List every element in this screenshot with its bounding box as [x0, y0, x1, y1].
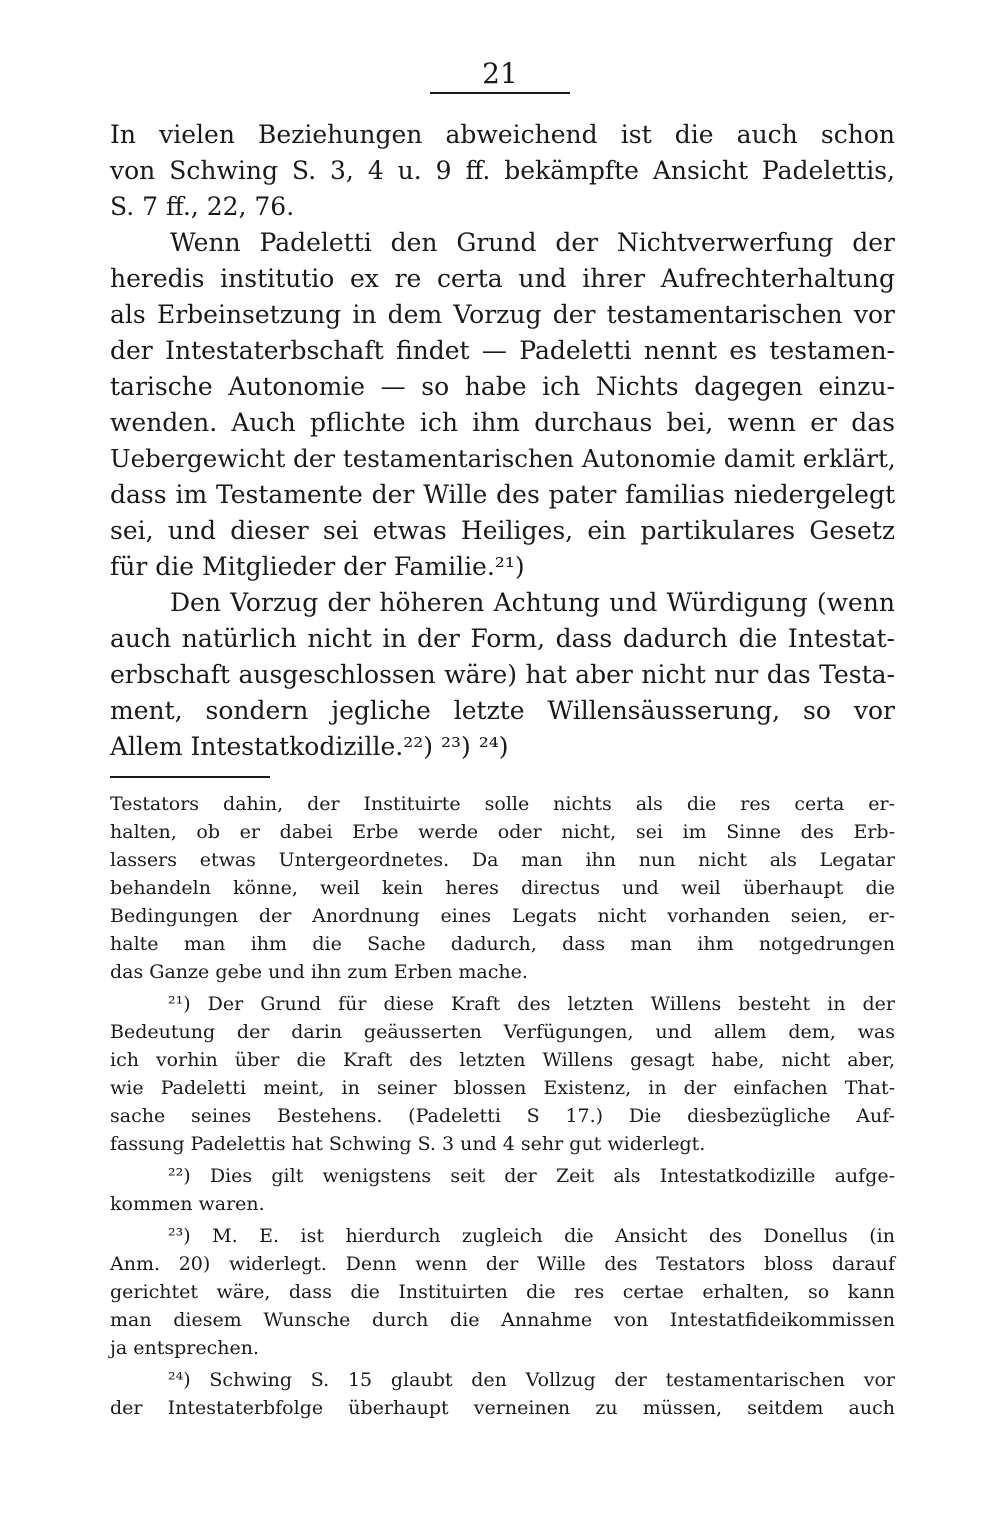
footnote-line: ja entsprechen. — [110, 1337, 260, 1359]
footnote-line: man diesem Wunsche durch die Annahme von Intestatfideikommissen — [110, 1309, 895, 1331]
text-line: auch natürlich nicht in der Form, dass dadurch die Intestat- — [110, 624, 895, 653]
footnote-line: ²²) Dies gilt wenigstens seit der Zeit als Intestatkodizille aufge- — [168, 1165, 895, 1187]
text-line: Den Vorzug der höheren Achtung und Würdigung (wenn — [170, 588, 895, 617]
footnote-line: sache seines Bestehens. (Padeletti S 17.) Die diesbezügliche Auf- — [110, 1105, 895, 1127]
footnote-line: Anm. 20) widerlegt. Denn wenn der Wille des Testators bloss darauf — [110, 1253, 895, 1275]
footnote-line: halten, ob er dabei Erbe werde oder nicht, sei im Sinne des Erb- — [110, 821, 895, 843]
text-line: S. 7 ff., 22, 76. — [110, 192, 295, 221]
text-line: für die Mitglieder der Familie.²¹) — [110, 552, 525, 581]
text-line: Uebergewicht der testamentarischen Autonomie damit erklärt, — [110, 444, 896, 473]
footnote-line: kommen waren. — [110, 1193, 265, 1215]
page-number: 21 — [482, 57, 518, 90]
text-line: dass im Testamente der Wille des pater familias niedergelegt — [110, 480, 895, 509]
text-line: tarische Autonomie — so habe ich Nichts dagegen einzu- — [110, 372, 895, 401]
footnote-line: wie Padeletti meint, in seiner blossen Existenz, in der einfachen That- — [110, 1077, 895, 1099]
footnote-line: gerichtet wäre, dass die Instituirten die res certae erhalten, so kann — [110, 1281, 895, 1303]
footnote-line: Testators dahin, der Instituirte solle nichts als die res certa er- — [110, 793, 895, 815]
footnote-line: Bedingungen der Anordnung eines Legats nicht vorhanden seien, er- — [110, 905, 895, 927]
text-line: ment, sondern jegliche letzte Willensäusserung, so vor — [110, 696, 895, 725]
text-line: sei, und dieser sei etwas Heiliges, ein partikulares Gesetz — [110, 516, 895, 545]
text-line: erbschaft ausgeschlossen wäre) hat aber nicht nur das Testa- — [110, 660, 895, 689]
footnote-line: das Ganze gebe und ihn zum Erben mache. — [110, 961, 528, 983]
text-line: Allem Intestatkodizille.²²) ²³) ²⁴) — [110, 732, 509, 761]
text-line: von Schwing S. 3, 4 u. 9 ff. bekämpfte Ansicht Padelettis, — [110, 156, 895, 185]
footnote-line: ²¹) Der Grund für diese Kraft des letzten Willens besteht in der — [168, 993, 895, 1015]
text-line: wenden. Auch pflichte ich ihm durchaus bei, wenn er das — [110, 408, 895, 437]
footnote-rule — [110, 776, 270, 778]
footnote-line: der Intestaterbfolge überhaupt verneinen zu müssen, seitdem auch — [110, 1397, 895, 1419]
footnote-line: ich vorhin über die Kraft des letzten Willens gesagt habe, nicht aber, — [110, 1049, 895, 1071]
footnote-line: ²⁴) Schwing S. 15 glaubt den Vollzug der testamentarischen vor — [168, 1369, 895, 1391]
text-line: heredis institutio ex re certa und ihrer Aufrechterhaltung — [110, 264, 895, 293]
text-line: der Intestaterbschaft findet — Padeletti nennt es testamen- — [110, 336, 895, 365]
text-line: In vielen Beziehungen abweichend ist die auch schon — [110, 120, 895, 149]
footnote-line: halte man ihm die Sache dadurch, dass man ihm notgedrungen — [110, 933, 895, 955]
footnote-line: Bedeutung der darin geäusserten Verfügungen, und allem dem, was — [110, 1021, 895, 1043]
footnote-line: fassung Padelettis hat Schwing S. 3 und 4 sehr gut widerlegt. — [110, 1133, 706, 1155]
footnote-line: lassers etwas Untergeordnetes. Da man ihn nun nicht als Legatar — [110, 849, 895, 871]
footnote-line: ²³) M. E. ist hierdurch zugleich die Ansicht des Donellus (in — [168, 1225, 895, 1247]
page-number-rule — [430, 92, 570, 94]
footnote-line: behandeln könne, weil kein heres directus und weil überhaupt die — [110, 877, 895, 899]
text-line: Wenn Padeletti den Grund der Nichtverwerfung der — [170, 228, 895, 257]
text-line: als Erbeinsetzung in dem Vorzug der testamentarischen vor — [110, 300, 895, 329]
